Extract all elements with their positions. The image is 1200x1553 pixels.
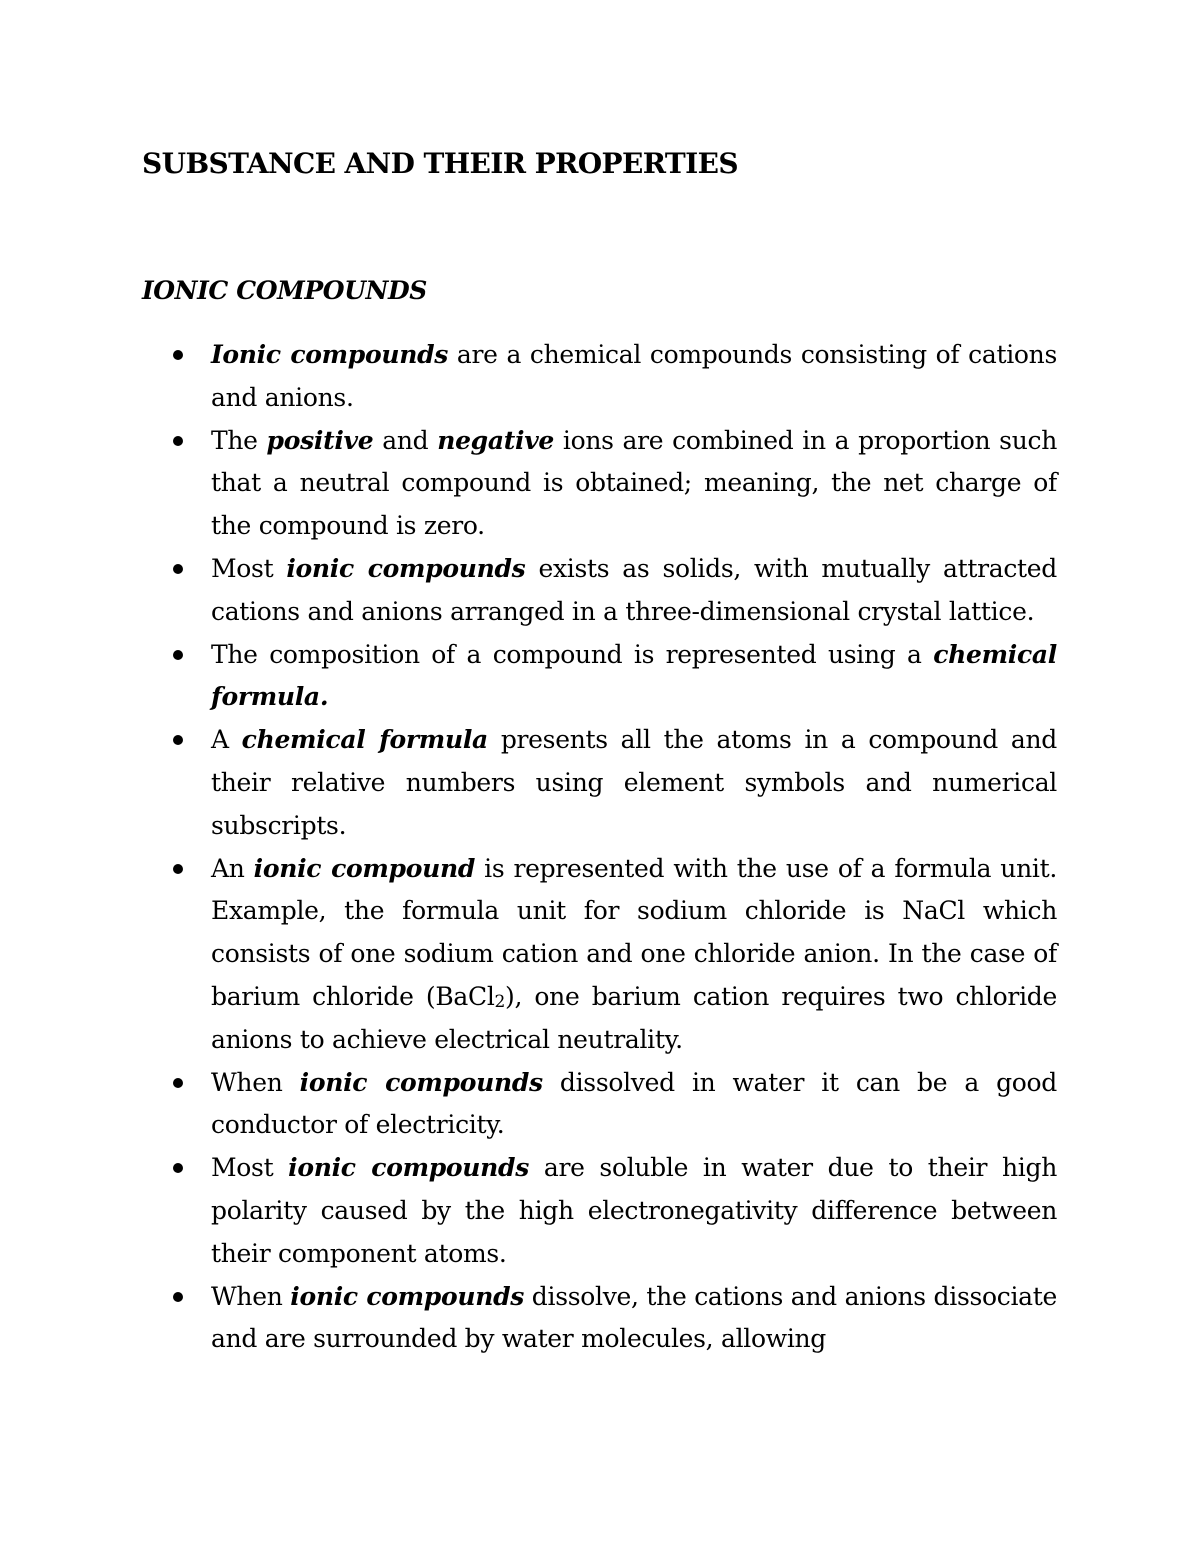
bullet-text-pre: Most xyxy=(211,553,287,583)
bullet-text-pre: An xyxy=(211,853,254,883)
list-item xyxy=(0,334,1057,420)
bullet-text-post: dissolve, the cations and anions dissociate and are surrounded by water molecules, allowing xyxy=(211,1281,1058,1354)
list-item xyxy=(0,1276,1057,1362)
bullet-text-emphasis-2: negative xyxy=(437,425,555,455)
bullet-icon xyxy=(173,350,183,360)
bullet-text-post: ions are combined in a proportion such that a neutral compound is obtained; meaning, the net charge of the compound is zero. xyxy=(211,425,1058,541)
bullet-text-mid: and xyxy=(373,425,438,455)
bullet-text-emphasis: positive xyxy=(266,425,374,455)
subscript-two: 2 xyxy=(494,991,506,1012)
bullet-text-emphasis: ionic compounds xyxy=(286,553,526,583)
list-item xyxy=(0,719,1057,847)
bullet-text-emphasis: Ionic compounds xyxy=(211,340,449,369)
bullet-text-pre: A xyxy=(211,725,242,755)
bullet-text-emphasis: chemical formula. xyxy=(211,639,1057,712)
document-title: SUBSTANCE AND THEIR PROPERTIES xyxy=(142,147,739,180)
bullet-text-post-2: ), one barium cation requires two chloride anions to achieve electrical neutrality. xyxy=(211,981,1057,1054)
bullet-text-emphasis: ionic compounds xyxy=(290,1281,525,1311)
bullet-icon xyxy=(173,564,183,574)
list-item xyxy=(0,634,1057,720)
bullet-icon xyxy=(173,1078,183,1088)
bullet-text-pre: Most xyxy=(211,1153,289,1183)
list-item xyxy=(0,548,1057,634)
section-heading-ionic-compounds: IONIC COMPOUNDS xyxy=(142,276,427,305)
bullet-text-pre: The composition of a compound is represented using a xyxy=(211,639,934,669)
bullet-icon xyxy=(173,735,183,745)
bullet-icon xyxy=(173,1292,183,1302)
list-item xyxy=(0,420,1057,548)
bullet-text-post: exists as solids, with mutually attracted cations and anions arranged in a three-dimensional crystal lattice. xyxy=(211,553,1058,626)
bullet-text-pre: When xyxy=(211,1281,291,1311)
bullet-text-post: are soluble in water due to their high polarity caused by the high electronegativity difference between their component atoms. xyxy=(211,1153,1057,1268)
bullet-icon xyxy=(173,864,183,874)
bullet-text-post: dissolved in water it can be a good conductor of electricity. xyxy=(211,1067,1057,1140)
bullet-text-emphasis: ionic compound xyxy=(253,853,476,883)
bullet-text-emphasis: ionic compounds xyxy=(299,1067,543,1097)
bullet-text-emphasis: ionic compounds xyxy=(288,1153,530,1183)
bullet-text-post: is represented with the use of a formula unit. Example, the formula unit for sodium chloride is NaCl which consists of one sodium cation and one chloride anion. In the case of barium chloride (BaCl xyxy=(211,853,1057,1011)
list-item xyxy=(0,1147,1057,1275)
list-item xyxy=(0,1062,1057,1148)
bullet-text-post: are a chemical compounds consisting of cations and anions. xyxy=(211,340,1057,412)
list-item xyxy=(0,848,1057,1062)
bullet-text-pre: When xyxy=(211,1067,300,1097)
bullet-icon xyxy=(173,436,183,446)
bullet-list xyxy=(0,334,1200,1361)
bullet-text-post: presents all the atoms in a compound and their relative numbers using element symbols and numerical subscripts. xyxy=(211,725,1057,840)
bullet-icon xyxy=(173,650,183,660)
bullet-text-emphasis: chemical formula xyxy=(241,725,488,755)
bullet-icon xyxy=(173,1163,183,1173)
bullet-text-pre: The xyxy=(211,425,267,455)
